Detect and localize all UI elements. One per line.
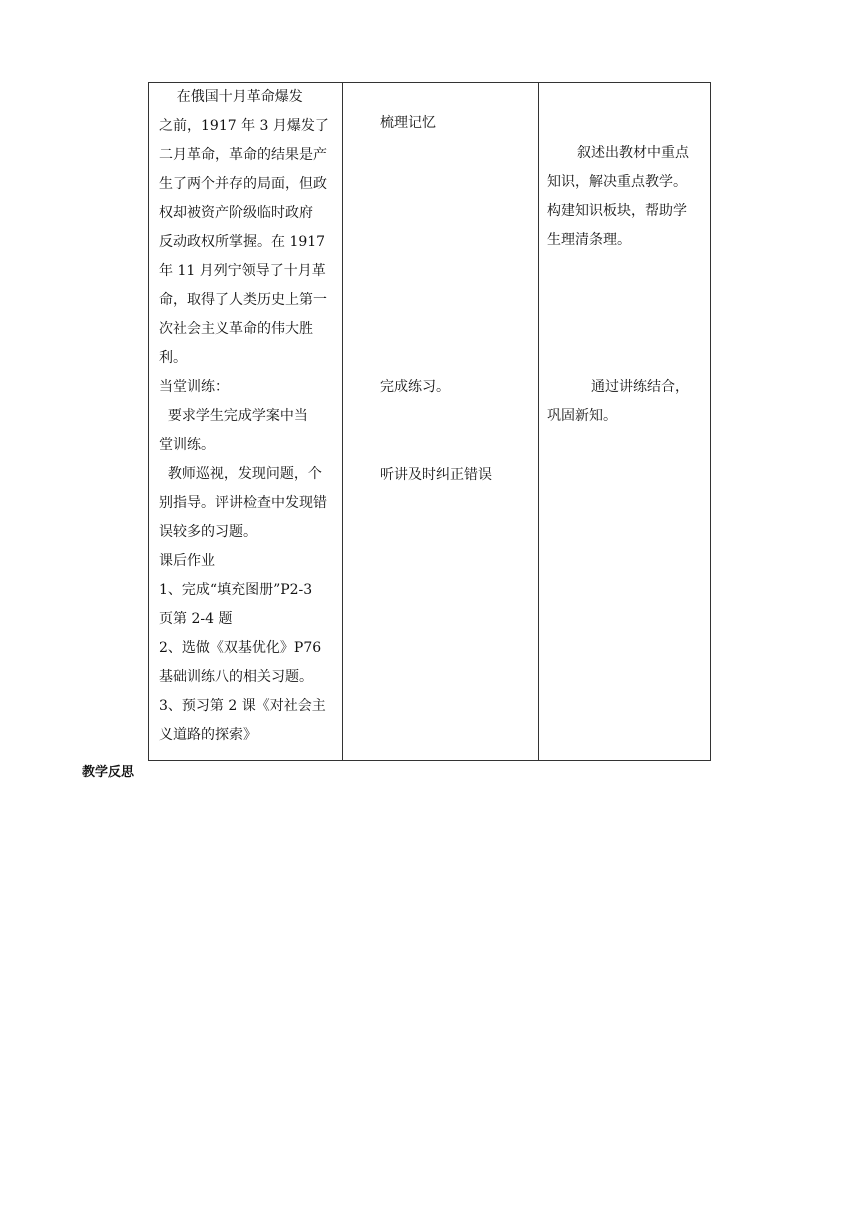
lesson-table — [148, 82, 711, 761]
intent-line: 知识，解决重点教学。 — [547, 174, 687, 190]
student-item-exercise: 完成练习。 — [380, 379, 450, 395]
intent-line: 构建知识板块，帮助学 — [547, 203, 687, 219]
student-item-correct: 听讲及时纠正错误 — [380, 467, 492, 483]
student-item-review: 梳理记忆 — [380, 115, 436, 131]
teacher-activity-line: 之前，1917 年 3 月爆发了 — [159, 118, 329, 134]
intent-line: 生理清条理。 — [547, 232, 631, 248]
teacher-activity-line: 教师巡视，发现问题，个 — [159, 466, 322, 482]
teacher-activity-line: 误较多的习题。 — [159, 524, 257, 540]
teacher-activity-line: 基础训练八的相关习题。 — [159, 669, 313, 685]
teacher-activity-line: 二月革命，革命的结果是产 — [159, 147, 327, 163]
student-activity-cell — [343, 83, 539, 761]
teacher-activity-line: 次社会主义革命的伟大胜 — [159, 321, 313, 337]
intent-line: 叙述出教材中重点 — [577, 145, 689, 161]
teacher-activity-line: 在俄国十月革命爆发 — [159, 89, 303, 105]
teacher-activity-line: 2、选做《双基优化》P76 — [159, 640, 322, 656]
teacher-activity-line: 权却被资产阶级临时政府 — [159, 205, 313, 221]
teacher-activity-line: 要求学生完成学案中当 — [159, 408, 308, 424]
teacher-activity-line: 年 11 月列宁领导了十月革 — [159, 263, 326, 279]
teacher-activity-line: 义道路的探索》 — [159, 727, 257, 743]
teacher-activity-line: 堂训练。 — [159, 437, 215, 453]
teacher-activity-line: 页第 2-4 题 — [159, 611, 233, 627]
design-intent-cell — [539, 83, 711, 761]
teacher-activity-line: 生了两个并存的局面，但政 — [159, 176, 327, 192]
teacher-activity-text — [149, 83, 342, 760]
design-intent-text — [539, 83, 710, 760]
teacher-activity-line: 1、完成“填充图册”P2-3 — [159, 582, 313, 598]
teacher-activity-line: 课后作业 — [159, 553, 215, 569]
table-row — [149, 83, 711, 761]
intent-line: 巩固新知。 — [547, 408, 617, 424]
teacher-activity-line: 别指导。评讲检查中发现错 — [159, 495, 327, 511]
reflection-heading: 教学反思 — [82, 765, 135, 780]
teacher-activity-line: 反动政权所掌握。在 1917 — [159, 234, 326, 250]
intent-line: 通过讲练结合， — [591, 379, 689, 395]
teacher-activity-line: 当堂训练： — [159, 379, 229, 395]
teacher-activity-line: 命，取得了人类历史上第一 — [159, 292, 327, 308]
student-activity-text — [343, 83, 538, 760]
teacher-activity-line: 利。 — [159, 350, 187, 366]
teacher-activity-cell — [149, 83, 343, 761]
teacher-activity-line: 3、预习第 2 课《对社会主 — [159, 698, 326, 714]
